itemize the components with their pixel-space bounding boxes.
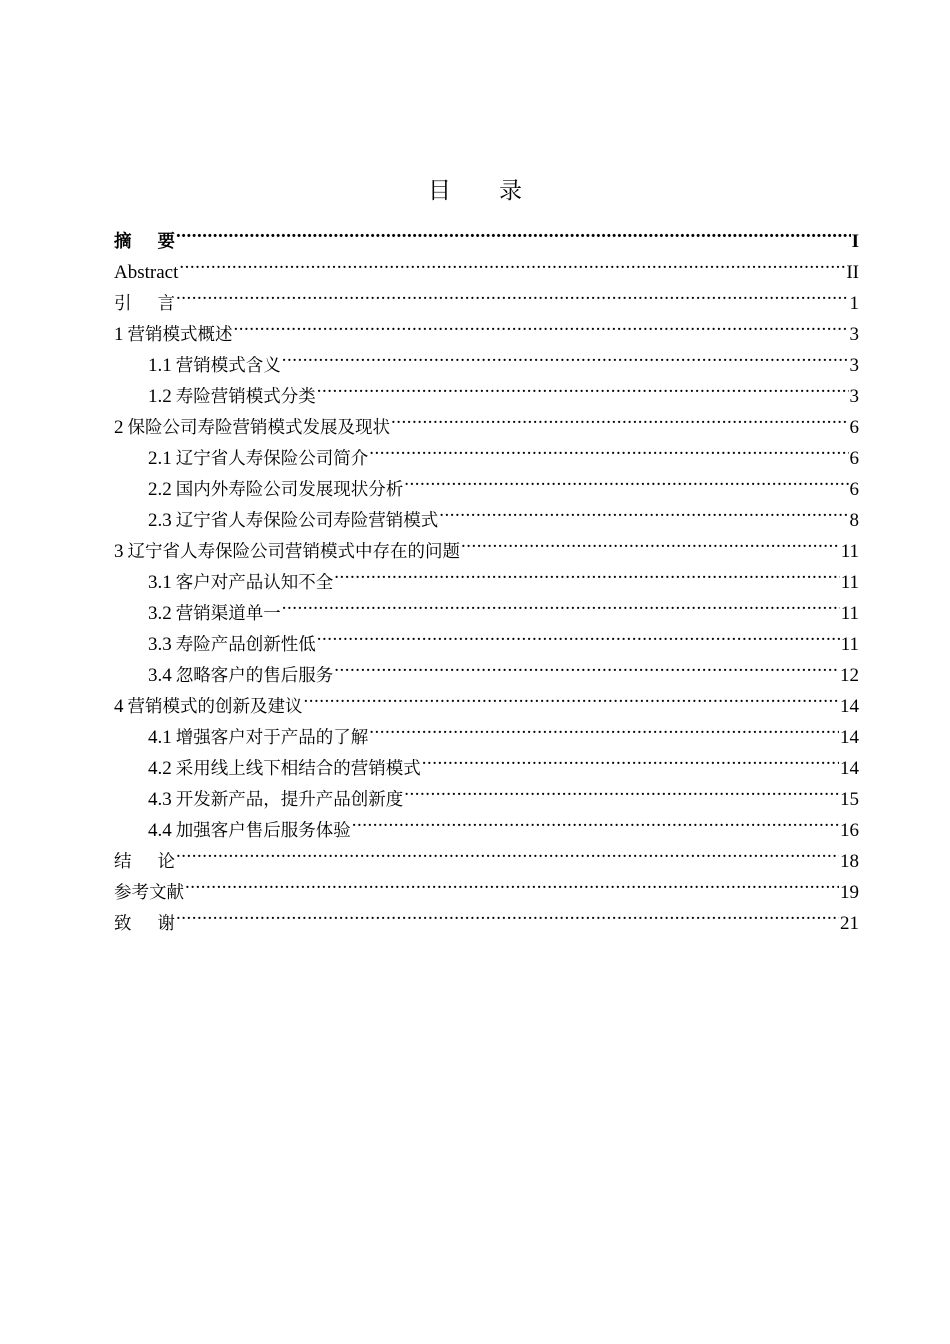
section-title: 开发新产品，提升产品创新度	[175, 790, 404, 810]
dot-leader	[334, 557, 839, 588]
dot-leader	[185, 867, 839, 898]
section-title: 寿险产品创新性低	[175, 635, 316, 655]
section-number: 1.2	[148, 386, 172, 407]
toc-entry-intro[interactable]	[114, 278, 859, 314]
section-title: 增强客户对于产品的了解	[175, 728, 369, 748]
section-title: 辽宁省人寿保险公司营销模式中存在的问题	[127, 542, 460, 562]
toc-entry-label	[114, 908, 175, 940]
page-number: 3	[849, 355, 859, 376]
section-number: 3.3	[148, 634, 172, 655]
dot-leader	[369, 712, 839, 743]
section-title: 寿险营销模式分类	[175, 387, 316, 407]
toc-entry-label	[114, 288, 175, 320]
dot-leader	[352, 805, 839, 836]
heading-char-left: 结	[114, 852, 132, 872]
section-title: 忽略客户的售后服务	[175, 666, 334, 686]
dot-leader	[404, 774, 839, 805]
dot-leader	[176, 898, 839, 929]
section-title: 客户对产品认知不全	[175, 573, 334, 593]
heading-char-right: 谢	[157, 914, 175, 934]
dot-leader	[404, 464, 848, 495]
page-number: 6	[849, 417, 859, 438]
page-number: 18	[840, 851, 859, 872]
section-title: 参考文献	[114, 883, 184, 903]
page-number: 14	[840, 727, 859, 748]
toc-entry-label	[114, 691, 303, 723]
section-title: 营销渠道单一	[175, 604, 281, 624]
toc-entry-label	[114, 846, 175, 878]
page-number: 14	[840, 758, 859, 779]
heading-char-right: 要	[157, 232, 175, 252]
section-number: 2	[114, 417, 124, 438]
section-number: 4.4	[148, 820, 172, 841]
dot-leader	[282, 588, 840, 619]
section-number: 4.3	[148, 789, 172, 810]
toc-entry-label	[148, 443, 368, 475]
heading-char-left: 摘	[114, 232, 132, 252]
page-number: 19	[840, 882, 859, 903]
section-number: 3	[114, 541, 124, 562]
page-number: 6	[849, 448, 859, 469]
dot-leader	[304, 681, 840, 712]
dot-leader	[234, 309, 849, 340]
toc-entry-label	[148, 474, 403, 506]
dot-leader	[282, 340, 849, 371]
toc-entry-label	[148, 350, 281, 382]
toc-entry-label	[148, 753, 421, 785]
section-number: 2.1	[148, 448, 172, 469]
page-number: 3	[849, 324, 859, 345]
section-title: 辽宁省人寿保险公司简介	[175, 449, 369, 469]
page-number: 6	[849, 479, 859, 500]
page-number: 1	[849, 293, 859, 314]
toc-entry-thanks[interactable]	[114, 898, 859, 934]
page-number: I	[851, 231, 859, 252]
page-number: 11	[840, 541, 859, 562]
section-number: 4	[114, 696, 124, 717]
section-title: Abstract	[114, 262, 179, 283]
page-number: 11	[840, 603, 859, 624]
page-number: 3	[849, 386, 859, 407]
page-title-right: 录	[499, 178, 522, 204]
section-number: 2.3	[148, 510, 172, 531]
section-title: 采用线上线下相结合的营销模式	[175, 759, 421, 779]
section-title: 辽宁省人寿保险公司寿险营销模式	[175, 511, 439, 531]
page-number: 12	[840, 665, 859, 686]
section-number: 4.2	[148, 758, 172, 779]
heading-char-left: 致	[114, 914, 132, 934]
toc-entry-label	[148, 505, 438, 537]
section-number: 4.1	[148, 727, 172, 748]
page-number: II	[846, 262, 859, 283]
section-title: 营销模式概述	[127, 325, 233, 345]
page-number: 11	[840, 634, 859, 655]
dot-leader	[176, 216, 851, 247]
toc-entry-label	[148, 722, 368, 754]
page-number: 16	[840, 820, 859, 841]
section-number: 3.4	[148, 665, 172, 686]
toc-entry-label	[114, 226, 175, 258]
dot-leader	[176, 278, 849, 309]
dot-leader	[176, 836, 839, 867]
dot-leader	[391, 402, 849, 433]
toc-entry-references[interactable]	[114, 867, 859, 903]
section-number: 3.2	[148, 603, 172, 624]
dot-leader	[317, 371, 849, 402]
section-number: 3.1	[148, 572, 172, 593]
table-of-contents	[114, 216, 859, 934]
dot-leader	[461, 526, 840, 557]
dot-leader	[422, 743, 839, 774]
heading-char-left: 引	[114, 294, 132, 314]
toc-entry-label	[148, 629, 316, 661]
dot-leader	[317, 619, 840, 650]
section-title: 保险公司寿险营销模式发展及现状	[127, 418, 390, 438]
heading-char-right: 论	[157, 852, 175, 872]
page-title-left: 目	[428, 178, 451, 204]
section-number: 2.2	[148, 479, 172, 500]
toc-entry-label	[114, 877, 184, 909]
page-title	[0, 172, 950, 205]
page-number: 21	[840, 913, 859, 934]
toc-entry-label	[148, 381, 316, 413]
page-number: 14	[840, 696, 859, 717]
toc-entry-label	[114, 412, 390, 444]
toc-entry-label	[148, 598, 281, 630]
section-title: 国内外寿险公司发展现状分析	[175, 480, 404, 500]
section-title: 营销模式含义	[175, 356, 281, 376]
toc-entry-ch1[interactable]	[114, 309, 859, 345]
page-number: 8	[849, 510, 859, 531]
section-number: 1	[114, 324, 124, 345]
toc-entry-conclusion[interactable]	[114, 836, 859, 872]
toc-entry-label	[114, 319, 233, 351]
section-title: 加强客户售后服务体验	[175, 821, 351, 841]
page-number: 15	[840, 789, 859, 810]
toc-entry-abstract-en[interactable]	[114, 247, 859, 283]
section-number: 1.1	[148, 355, 172, 376]
dot-leader	[369, 433, 848, 464]
toc-entry-abstract-cn[interactable]	[114, 216, 859, 252]
toc-entry-label	[114, 257, 178, 288]
page-number: 11	[840, 572, 859, 593]
heading-char-right: 言	[157, 294, 175, 314]
dot-leader	[439, 495, 848, 526]
dot-leader	[334, 650, 839, 681]
section-title: 营销模式的创新及建议	[127, 697, 303, 717]
dot-leader	[179, 247, 845, 278]
